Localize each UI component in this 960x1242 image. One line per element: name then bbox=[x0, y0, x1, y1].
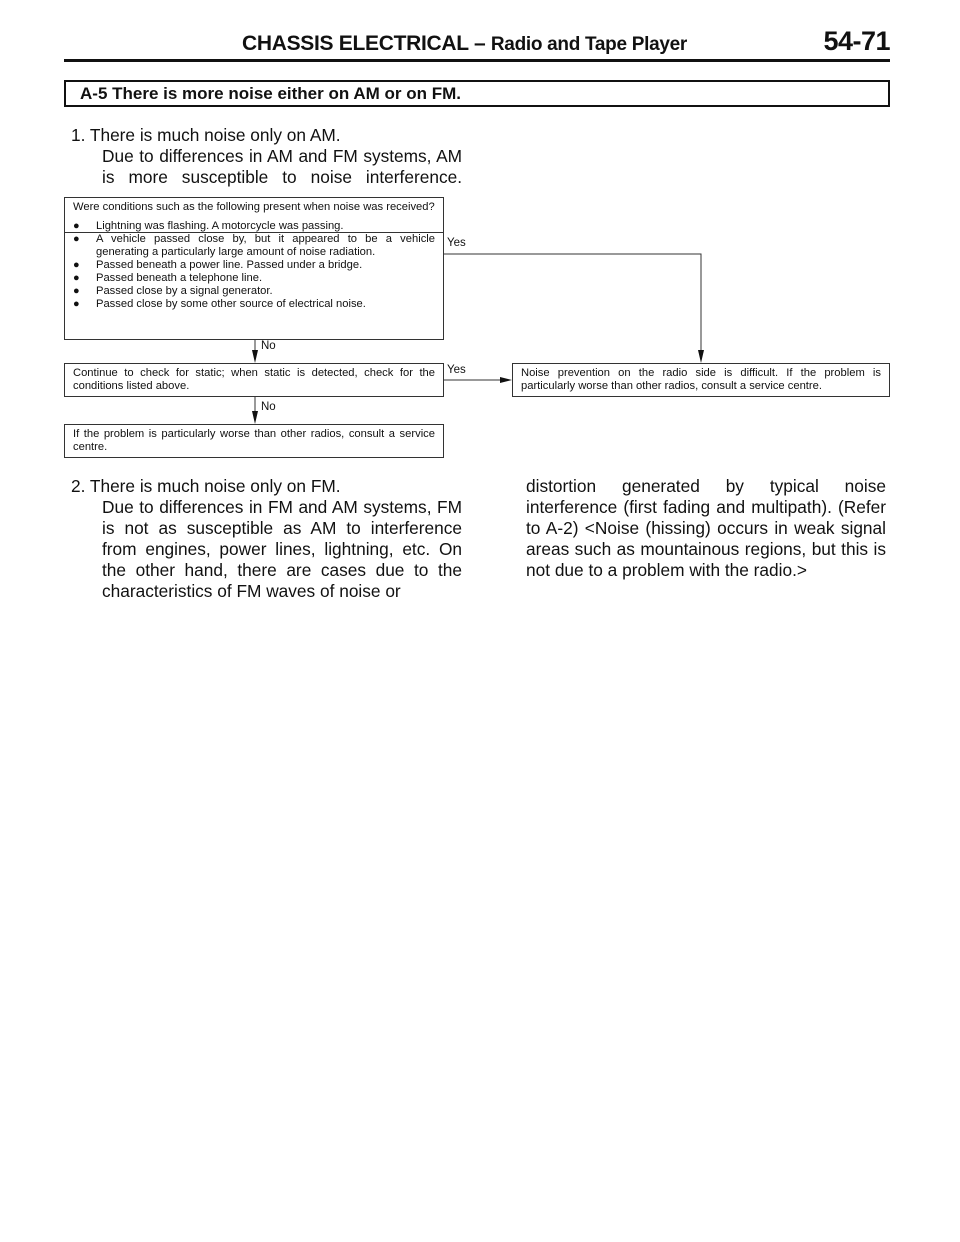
item2-right-column: distortion generated by typical noise interference (first fading and multipath). (Refer to A-2) <Noise (hissing) occurs in weak signal areas such as mountainous regions, but this is not due to a problem with the radio.> bbox=[526, 476, 886, 580]
yes-connector-top bbox=[444, 254, 701, 352]
subsection-name: Radio and Tape Player bbox=[490, 34, 687, 55]
bullet-icon: ● bbox=[73, 220, 80, 232]
bullet-icon: ● bbox=[73, 285, 80, 297]
item1-description: Due to differences in AM and FM systems, AM is more susceptible to noise interference. bbox=[102, 146, 462, 187]
continue-check-text: Continue to check for static; when static is detected, check for the conditions listed above. bbox=[73, 367, 435, 392]
header-dash: – bbox=[473, 32, 486, 55]
condition-question: Were conditions such as the following present when noise was received? bbox=[73, 201, 435, 213]
condition-item: ● A vehicle passed close by, but it appeared to be a vehicle generating a particularly large amount of noise radiation. bbox=[73, 233, 435, 258]
bullet-icon: ● bbox=[73, 298, 80, 310]
arrowhead-down-icon bbox=[698, 350, 704, 363]
condition-item: ● Lightning was flashing. A motorcycle was passing. bbox=[73, 220, 344, 232]
bullet-icon: ● bbox=[73, 272, 80, 284]
item2-left-column: Due to differences in FM and AM systems, FM is not as susceptible as AM to interference from engines, power lines, lightning, etc. On the other hand, there are cases due to the characteristics of FM waves of noise or bbox=[102, 497, 462, 601]
page-number: 54-71 bbox=[823, 26, 890, 56]
yes-label: Yes bbox=[447, 364, 466, 376]
condition-item: ● Passed beneath a power line. Passed under a bridge. bbox=[73, 259, 363, 271]
bullet-icon: ● bbox=[73, 233, 80, 245]
arrowhead-down-icon bbox=[252, 350, 258, 363]
item1-title: 1. There is much noise only on AM. bbox=[71, 125, 341, 145]
procedure-title: A-5 There is more noise either on AM or on FM. bbox=[64, 80, 890, 107]
condition-item: ● Passed beneath a telephone line. bbox=[73, 272, 263, 284]
no-label: No bbox=[261, 340, 276, 352]
bullet-icon: ● bbox=[73, 259, 80, 271]
item2-title: 2. There is much noise only on FM. bbox=[71, 476, 341, 496]
no-label: No bbox=[261, 401, 276, 413]
arrowhead-down-icon bbox=[252, 411, 258, 424]
condition-item: ● Passed close by some other source of electrical noise. bbox=[73, 298, 366, 310]
final-text: If the problem is particularly worse than other radios, consult a service centre. bbox=[73, 428, 435, 453]
yes-label: Yes bbox=[447, 237, 466, 249]
section-name: CHASSIS ELECTRICAL bbox=[242, 32, 469, 55]
condition-item: ● Passed close by a signal generator. bbox=[73, 285, 273, 297]
result-text: Noise prevention on the radio side is difficult. If the problem is particularly worse than other radios, consult a service centre. bbox=[521, 367, 881, 392]
arrowhead-right-icon bbox=[500, 377, 512, 383]
